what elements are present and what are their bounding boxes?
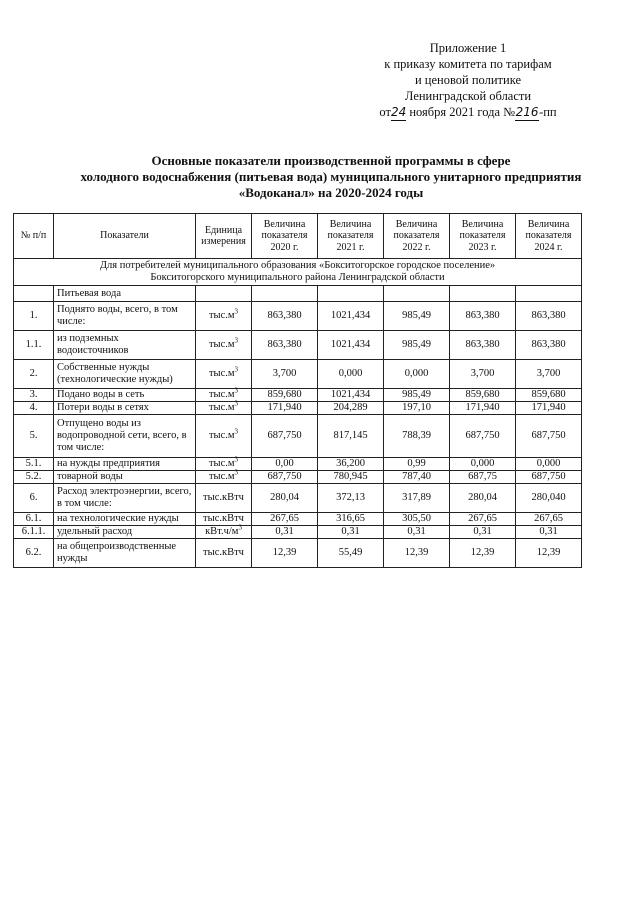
row-name: из подземных водоисточников: [54, 331, 196, 360]
table-row: [14, 471, 582, 484]
appendix-header: [358, 40, 578, 121]
value-2022: 787,40: [384, 471, 450, 484]
appendix-label: Приложение 1: [429, 41, 507, 55]
value-2020: 687,750: [252, 471, 318, 484]
row-num: 2.: [14, 360, 54, 389]
table-row: [14, 458, 582, 471]
header-2021: Величина показателя 2021 г.: [318, 214, 384, 259]
row-unit: тыс.кВтч: [196, 513, 252, 526]
row-name: Подано воды в сеть: [54, 389, 196, 402]
value-2020: 0,00: [252, 458, 318, 471]
table-row: [14, 539, 582, 568]
value-2021: 204,289: [318, 402, 384, 415]
value-2020: 267,65: [252, 513, 318, 526]
value-2022: 197,10: [384, 402, 450, 415]
org-line-2: Бокситогорского муниципального района Ленинградской области: [150, 272, 445, 283]
table-row: [14, 513, 582, 526]
row-name: товарной воды: [54, 471, 196, 484]
value-2021: 780,945: [318, 471, 384, 484]
value-2020: 687,750: [252, 415, 318, 458]
row-name: Поднято воды, всего, в том числе:: [54, 302, 196, 331]
value-2023: 0,31: [450, 526, 516, 539]
row-num: 5.1.: [14, 458, 54, 471]
row-unit: $тыс.м^3$: [196, 360, 252, 389]
table-row: [14, 331, 582, 360]
value-2023: 687,75: [450, 471, 516, 484]
value-2022: 0,31: [384, 526, 450, 539]
row-unit: тыс.кВтч: [196, 539, 252, 568]
row-num: 6.2.: [14, 539, 54, 568]
org-line-1: Для потребителей муниципального образования «Бокситогорское городское поселение»: [99, 260, 496, 271]
org-row: [14, 259, 582, 286]
table-row: [14, 402, 582, 415]
value-2022: 788,39: [384, 415, 450, 458]
order-suffix: -пп: [539, 105, 557, 119]
row-name: Собственные нужды (технологические нужды): [54, 360, 196, 389]
title-line-1: Основные показатели производственной программы в сфере: [151, 153, 511, 168]
value-2023: 3,700: [450, 360, 516, 389]
header-2020: Величина показателя 2020 г.: [252, 214, 318, 259]
value-2021: 1021,434: [318, 302, 384, 331]
value-2020: 0,31: [252, 526, 318, 539]
value-2024: 859,680: [516, 389, 582, 402]
header-name: Показатели: [54, 214, 196, 259]
title-line-3: «Водоканал» на 2020-2024 годы: [238, 185, 424, 200]
table-row: [14, 389, 582, 402]
value-2021: 817,145: [318, 415, 384, 458]
order-middle: ноября 2021 года №: [409, 105, 516, 119]
row-unit: $тыс.м^3$: [196, 458, 252, 471]
row-unit: $кВт.ч/м^3$: [196, 526, 252, 539]
row-name: на нужды предприятия: [54, 458, 196, 471]
value-2024: 3,700: [516, 360, 582, 389]
value-2021: 36,200: [318, 458, 384, 471]
row-num: 6.1.1.: [14, 526, 54, 539]
row-name: на технологические нужды: [54, 513, 196, 526]
table-row: [14, 526, 582, 539]
value-2022: 0,000: [384, 360, 450, 389]
value-2023: 12,39: [450, 539, 516, 568]
row-unit: $тыс.м^3$: [196, 331, 252, 360]
row-unit: $тыс.м^3$: [196, 415, 252, 458]
value-2022: 985,49: [384, 389, 450, 402]
row-unit: $тыс.м^3$: [196, 389, 252, 402]
value-2020: 863,380: [252, 302, 318, 331]
table-row: [14, 415, 582, 458]
value-2020: 12,39: [252, 539, 318, 568]
order-number: 216: [515, 105, 539, 119]
row-name: Потери воды в сетях: [54, 402, 196, 415]
row-num: 1.: [14, 302, 54, 331]
value-2022: 0,99: [384, 458, 450, 471]
value-2023: 687,750: [450, 415, 516, 458]
value-2024: 171,940: [516, 402, 582, 415]
value-2024: 0,000: [516, 458, 582, 471]
value-2023: 280,04: [450, 484, 516, 513]
header-2022: Величина показателя 2022 г.: [384, 214, 450, 259]
value-2023: 0,000: [450, 458, 516, 471]
table-header-row: [14, 214, 582, 259]
order-day: 24: [390, 105, 407, 119]
value-2021: 0,000: [318, 360, 384, 389]
table-row: [14, 484, 582, 513]
value-2022: 305,50: [384, 513, 450, 526]
value-2022: 317,89: [384, 484, 450, 513]
document-title: [40, 153, 622, 201]
row-num: 1.1.: [14, 331, 54, 360]
row-num: 5.: [14, 415, 54, 458]
value-2023: 859,680: [450, 389, 516, 402]
row-num: 4.: [14, 402, 54, 415]
appendix-line-region: Ленинградской области: [404, 89, 532, 103]
appendix-line-committee: к приказу комитета по тарифам: [384, 57, 552, 71]
order-date-line: [358, 104, 578, 121]
value-2024: 863,380: [516, 331, 582, 360]
value-2023: 267,65: [450, 513, 516, 526]
value-2024: 687,750: [516, 471, 582, 484]
row-num: 3.: [14, 389, 54, 402]
value-2020: 3,700: [252, 360, 318, 389]
row-unit: тыс.кВтч: [196, 484, 252, 513]
section-label: Питьевая вода: [54, 286, 196, 302]
row-name: удельный расход: [54, 526, 196, 539]
org-cell: [14, 259, 582, 286]
value-2024: 863,380: [516, 302, 582, 331]
header-num: № п/п: [14, 214, 54, 259]
value-2020: 859,680: [252, 389, 318, 402]
row-unit: $тыс.м^3$: [196, 471, 252, 484]
header-2023: Величина показателя 2023 г.: [450, 214, 516, 259]
value-2023: 863,380: [450, 331, 516, 360]
value-2023: 171,940: [450, 402, 516, 415]
value-2021: 55,49: [318, 539, 384, 568]
row-num: 5.2.: [14, 471, 54, 484]
table-row: [14, 302, 582, 331]
row-num: 6.1.: [14, 513, 54, 526]
order-prefix: от: [379, 105, 391, 119]
table-row: [14, 360, 582, 389]
row-unit: $тыс.м^3$: [196, 402, 252, 415]
section-row: [14, 286, 582, 302]
row-unit: $тыс.м^3$: [196, 302, 252, 331]
row-name: Расход электроэнергии, всего, в том числе:: [54, 484, 196, 513]
header-2024: Величина показателя 2024 г.: [516, 214, 582, 259]
appendix-line-policy: и ценовой политике: [414, 73, 522, 87]
row-name: Отпущено воды из водопроводной сети, всего, в том числе:: [54, 415, 196, 458]
row-name: на общепроизводственные нужды: [54, 539, 196, 568]
value-2022: 985,49: [384, 302, 450, 331]
value-2021: 1021,434: [318, 331, 384, 360]
value-2021: 0,31: [318, 526, 384, 539]
row-num: 6.: [14, 484, 54, 513]
value-2024: 0,31: [516, 526, 582, 539]
value-2022: 12,39: [384, 539, 450, 568]
value-2021: 372,13: [318, 484, 384, 513]
value-2024: 267,65: [516, 513, 582, 526]
header-unit: Единица измерения: [196, 214, 252, 259]
indicators-table: [13, 213, 582, 568]
value-2020: 171,940: [252, 402, 318, 415]
value-2024: 12,39: [516, 539, 582, 568]
value-2020: 280,04: [252, 484, 318, 513]
value-2022: 985,49: [384, 331, 450, 360]
value-2024: 687,750: [516, 415, 582, 458]
value-2024: 280,040: [516, 484, 582, 513]
value-2020: 863,380: [252, 331, 318, 360]
value-2021: 316,65: [318, 513, 384, 526]
value-2021: 1021,434: [318, 389, 384, 402]
value-2023: 863,380: [450, 302, 516, 331]
title-line-2: холодного водоснабжения (питьевая вода) муниципального унитарного предприятия: [80, 169, 582, 184]
